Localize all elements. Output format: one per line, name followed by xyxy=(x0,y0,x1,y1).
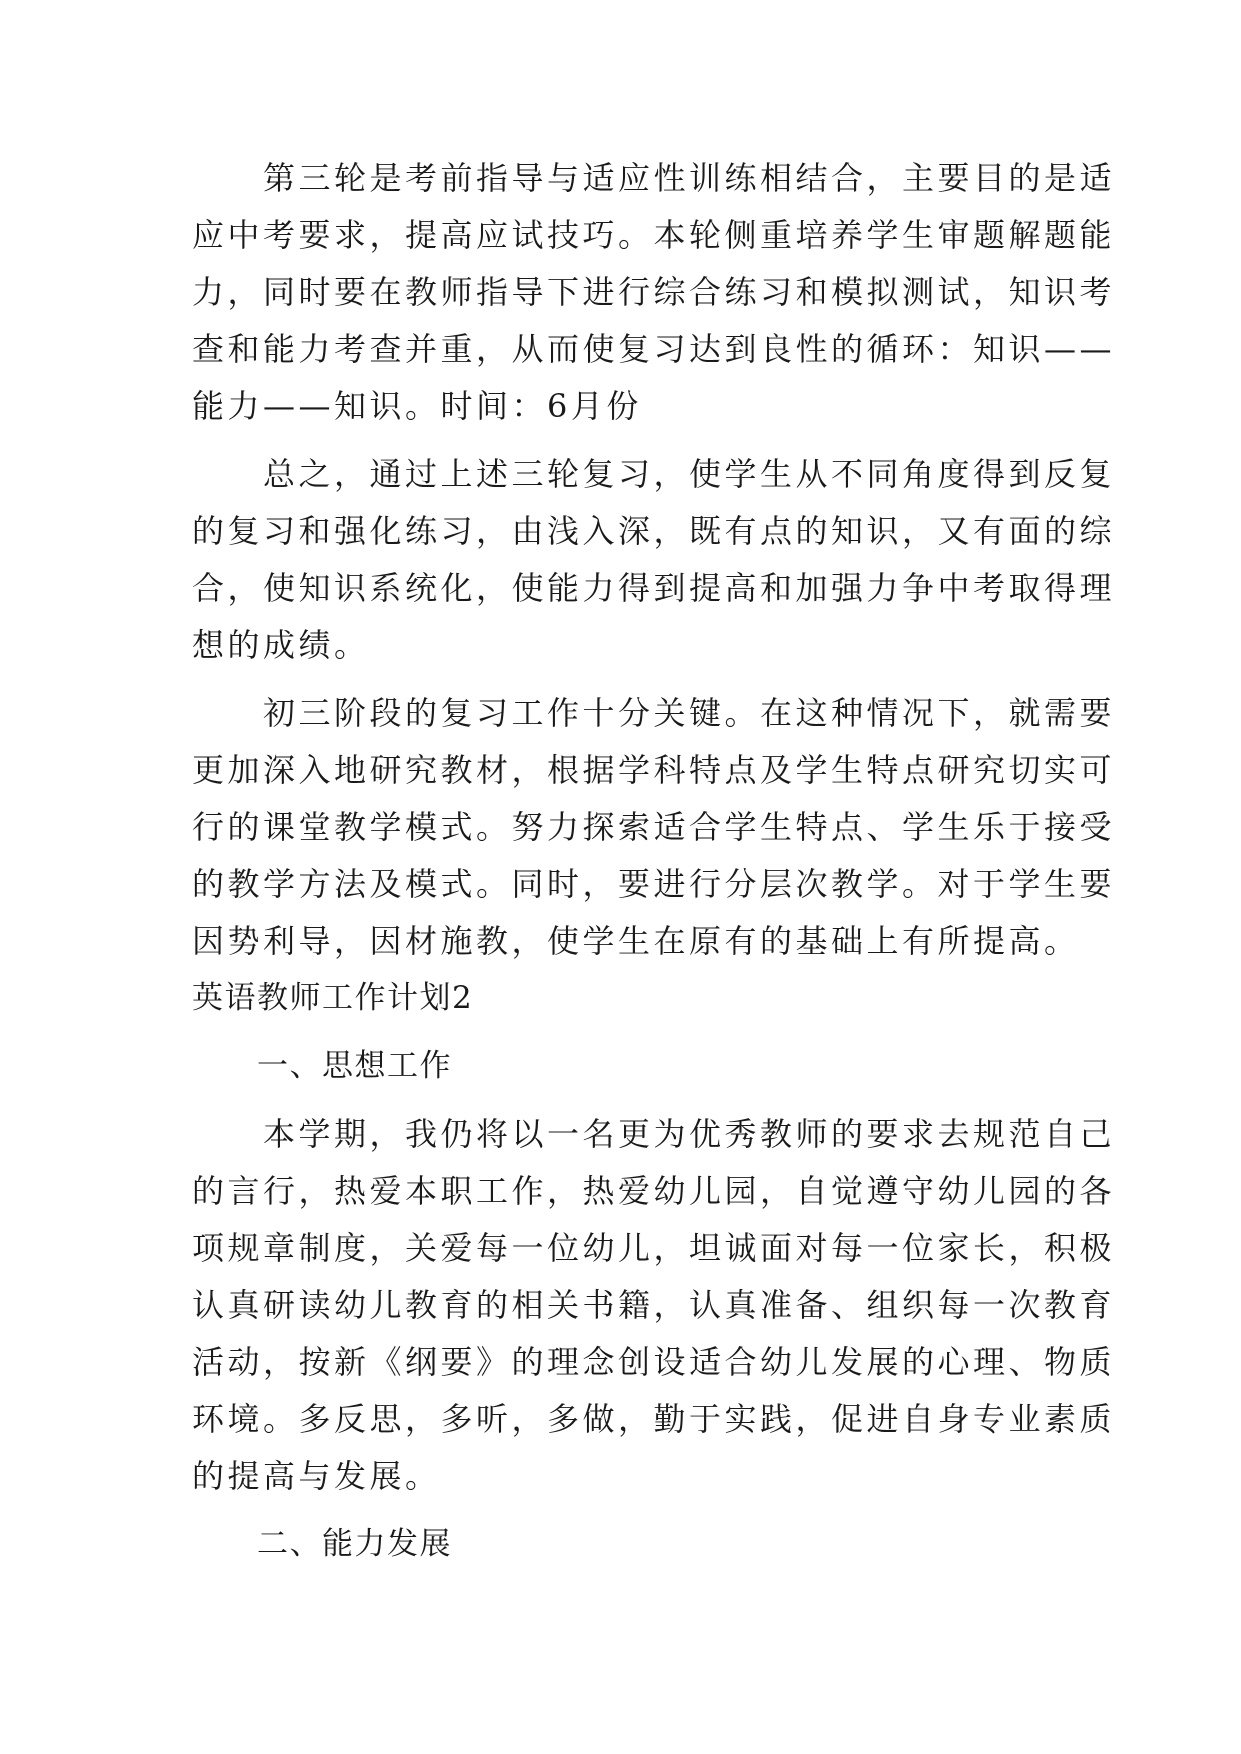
text-line: 的教学方法及模式。同时，要进行分层次教学。对于学生要 xyxy=(192,865,1116,903)
text-line: 能力——知识。时间：6月份 xyxy=(192,387,642,425)
text-line: 的提高与发展。 xyxy=(192,1457,441,1495)
text-line: 应中考要求，提高应试技巧。本轮侧重培养学生审题解题能 xyxy=(192,216,1116,254)
text-line: 查和能力考查并重，从而使复习达到良性的循环：知识—— xyxy=(192,330,1116,368)
section-heading: 一、思想工作 xyxy=(192,1048,452,1084)
text-line: 的言行，热爱本职工作，热爱幼儿园，自觉遵守幼儿园的各 xyxy=(192,1172,1116,1210)
text-line: 合，使知识系统化，使能力得到提高和加强力争中考取得理 xyxy=(192,569,1116,607)
text-line: 本学期，我仍将以一名更为优秀教师的要求去规范自己 xyxy=(192,1115,1116,1153)
text-line: 项规章制度，关爱每一位幼儿，坦诚面对每一位家长，积极 xyxy=(192,1229,1116,1267)
text-line: 的复习和强化练习，由浅入深，既有点的知识，又有面的综 xyxy=(192,512,1116,550)
text-line: 初三阶段的复习工作十分关键。在这种情况下，就需要 xyxy=(192,694,1116,732)
paragraph xyxy=(192,1106,1116,1505)
text-line: 更加深入地研究教材，根据学科特点及学生特点研究切实可 xyxy=(192,751,1116,789)
text-line: 总之，通过上述三轮复习，使学生从不同角度得到反复 xyxy=(192,455,1116,493)
text-line: 行的课堂教学模式。努力探索适合学生特点、学生乐于接受 xyxy=(192,808,1116,846)
text-line: 活动，按新《纲要》的理念创设适合幼儿发展的心理、物质 xyxy=(192,1343,1116,1381)
section-heading: 二、能力发展 xyxy=(192,1526,452,1562)
text-line: 环境。多反思，多听，多做，勤于实践，促进自身专业素质 xyxy=(192,1400,1116,1438)
text-line: 力，同时要在教师指导下进行综合练习和模拟测试，知识考 xyxy=(192,273,1116,311)
paragraph xyxy=(192,685,1116,970)
document-title: 英语教师工作计划2 xyxy=(192,980,474,1016)
document-page xyxy=(192,150,1116,1573)
paragraph xyxy=(192,150,1116,435)
paragraph xyxy=(192,446,1116,674)
text-line: 认真研读幼儿教育的相关书籍，认真准备、组织每一次教育 xyxy=(192,1286,1116,1324)
text-line: 第三轮是考前指导与适应性训练相结合，主要目的是适 xyxy=(192,159,1116,197)
text-line: 想的成绩。 xyxy=(192,626,370,664)
text-line: 因势利导，因材施教，使学生在原有的基础上有所提高。 xyxy=(192,922,1080,960)
